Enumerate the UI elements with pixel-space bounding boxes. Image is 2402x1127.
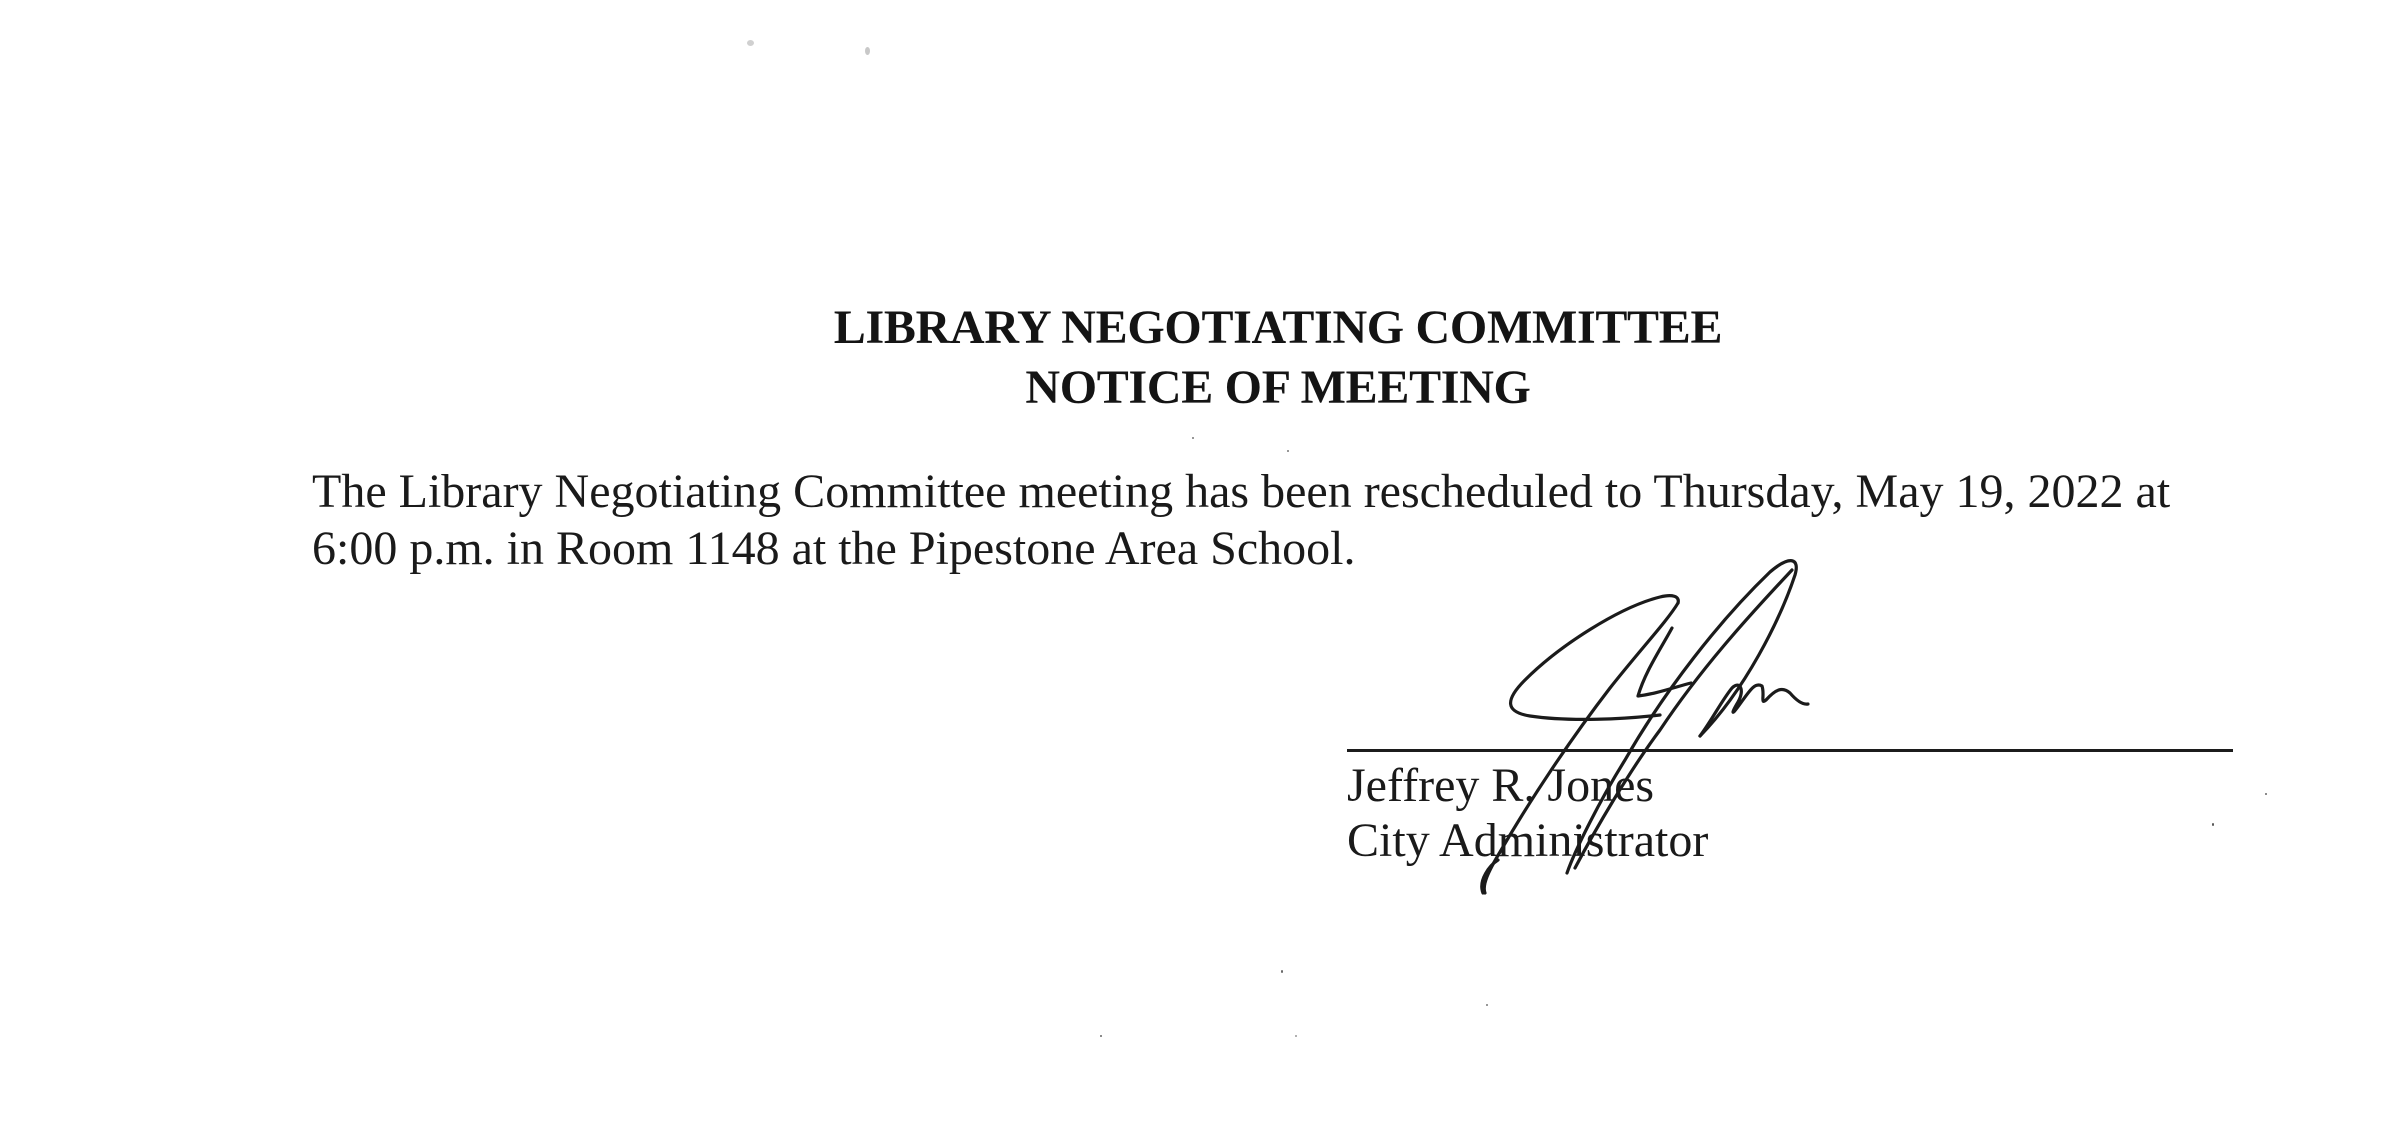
- notice-body-line: 6:00 p.m. in Room 1148 at the Pipestone Area School.: [312, 522, 1356, 575]
- signer-block: [1347, 758, 1708, 868]
- scan-speck: [1100, 1035, 1102, 1037]
- signer-name: Jeffrey R. Jones: [1347, 759, 1655, 812]
- notice-title: [0, 298, 2402, 418]
- scan-speck: [1192, 437, 1194, 439]
- scan-speck: [2265, 793, 2267, 795]
- scan-speck: [747, 40, 754, 46]
- meeting-notice-paragraph: [312, 463, 2312, 577]
- notice-heading: NOTICE OF MEETING: [1025, 361, 1531, 414]
- scan-speck: [1295, 1035, 1297, 1037]
- scan-speck: [865, 47, 870, 55]
- signer-title: City Administrator: [1347, 814, 1709, 867]
- committee-heading: LIBRARY NEGOTIATING COMMITTEE: [833, 301, 1723, 354]
- signature-line: [1347, 749, 2233, 752]
- notice-body-line: The Library Negotiating Committee meeting has been rescheduled to Thursday, May 19, 2022 at: [312, 465, 2171, 518]
- scan-speck: [2212, 823, 2214, 826]
- scan-speck: [1287, 450, 1289, 452]
- scan-speck: [1281, 970, 1283, 973]
- scan-speck: [1486, 1004, 1488, 1006]
